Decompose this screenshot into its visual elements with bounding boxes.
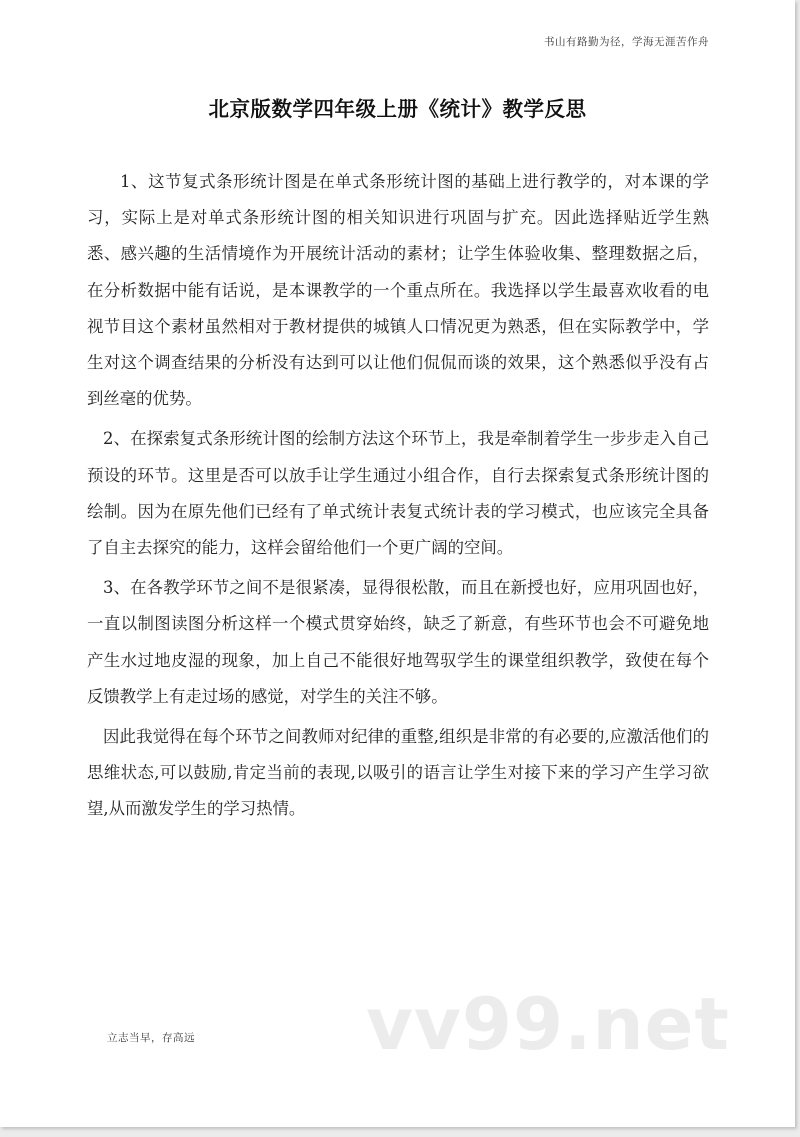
document-title: 北京版数学四年级上册《统计》教学反思 bbox=[208, 97, 587, 121]
paragraph-4: 因此我觉得在每个环节之间教师对纪律的重整,组织是非常的有必要的,应激活他们的思维状态,可以鼓励,肯定当前的表现,以吸引的语言让学生对接下来的学习产生学习欲望,从而激发学生的学习热情。 bbox=[87, 727, 709, 819]
paragraph-2: 2、在探索复式条形统计图的绘制方法这个环节上，我是牵制着学生一步步走入自己预设的环节。这里是否可以放手让学生通过小组合作，自行去探索复式条形统计图的绘制。因为在原先他们已经有了单式统计表复式统计表的学习模式，也应该完全具备了自主去探究的能力，这样会留给他们一个更广阔的空间。 bbox=[87, 429, 709, 558]
footer-motto: 立志当早，存高远 bbox=[107, 1032, 195, 1044]
watermark-logo: vv99.net bbox=[366, 982, 730, 1066]
header-motto: 书山有路勤为径，学海无涯苦作舟 bbox=[544, 36, 709, 48]
paragraph-1: 1、这节复式条形统计图是在单式条形统计图的基础上进行教学的，对本课的学习，实际上是对单式条形统计图的相关知识进行巩固与扩充。因此选择贴近学生熟悉、感兴趣的生活情境作为开展统计活动的素材；让学生体验收集、整理数据之后，在分析数据中能有话说，是本课教学的一个重点所在。我选择以学生最喜欢收看的电视节目这个素材虽然相对于教材提供的城镇人口情况更为熟悉，但在实际教学中，学生对这个调查结果的分析没有达到可以让他们侃侃而谈的效果，这个熟悉似乎没有占到丝毫的优势。 bbox=[87, 172, 709, 409]
paragraph-3: 3、在各教学环节之间不是很紧凑，显得很松散，而且在新授也好，应用巩固也好，一直以制图读图分析这样一个模式贯穿始终，缺乏了新意，有些环节也会不可避免地产生水过地皮湿的现象，加上自己不能很好地驾驭学生的课堂组织教学，致使在每个反馈教学上有走过场的感觉，对学生的关注不够。 bbox=[87, 578, 709, 706]
document-body bbox=[87, 164, 709, 832]
